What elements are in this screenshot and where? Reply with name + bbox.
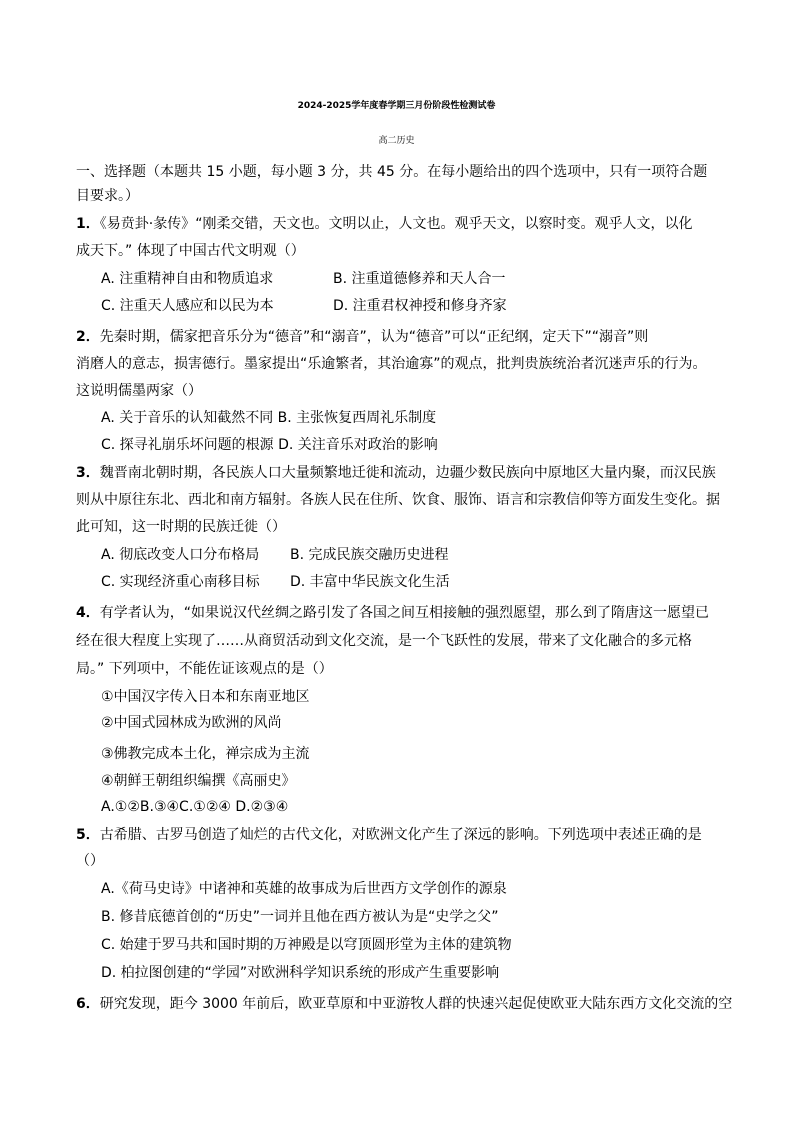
q4-item-2: ②中国式园林成为欧洲的风尚 bbox=[101, 715, 282, 731]
question-number: 5． bbox=[76, 827, 100, 843]
exam-subject: 高二历史 bbox=[378, 136, 415, 146]
q3-option-a: A. 彻底改变人口分布格局 bbox=[101, 547, 260, 563]
question-1-cont: 成天下。” 体现了中国古代文明观（） bbox=[76, 243, 305, 259]
question-3 bbox=[76, 464, 716, 482]
q5-option-c: C. 始建于罗马共和国时期的万神殿是以穹顶圆形堂为主体的建筑物 bbox=[101, 937, 512, 953]
question-text: 先秦时期，儒家把音乐分为“德音”和“溺音”，认为“德音”可以“正纪纲，定天下”“溺音”则 bbox=[99, 329, 649, 345]
question-2-cont: 消磨人的意志，损害德行。墨家提出“乐逾繁者，其治逾寡”的观点，批判贵族统治者沉迷声乐的行为。 bbox=[76, 356, 707, 372]
question-1 bbox=[76, 215, 692, 233]
q3-option-c: C. 实现经济重心南移目标 bbox=[101, 574, 260, 590]
question-text: 古希腊、古罗马创造了灿烂的古代文化，对欧洲文化产生了深远的影响。下列选项中表述正确的是 bbox=[99, 827, 702, 843]
q1-option-d: D. 注重君权神授和修身齐家 bbox=[333, 298, 507, 314]
section-heading-cont: 目要求。） bbox=[76, 188, 139, 204]
q1-option-a: A. 注重精神自由和物质追求 bbox=[101, 271, 274, 287]
question-text: 魏晋南北朝时期，各民族人口大量频繁地迁徙和流动，边疆少数民族向中原地区大量内聚，而汉民族 bbox=[99, 465, 716, 481]
question-number: 6． bbox=[76, 996, 100, 1012]
q2-options-ab: A. 关于音乐的认知截然不同 B. 主张恢复西周礼乐制度 bbox=[101, 410, 437, 426]
q4-item-3: ③佛教完成本土化，禅宗成为主流 bbox=[101, 746, 310, 762]
q5-option-b: B. 修昔底德首创的“历史”一词并且他在西方被认为是“史学之父” bbox=[101, 909, 499, 925]
q4-options: A.①②B.③④C.①②④ D.②③④ bbox=[101, 799, 289, 815]
q4-item-4: ④朝鲜王朝组织编撰《高丽史》 bbox=[101, 773, 296, 789]
question-3-cont: 则从中原往东北、西北和南方辐射。各族人民在住所、饮食、服饰、语言和宗教信仰等方面发生变化。据 bbox=[76, 492, 720, 508]
question-number: 4． bbox=[76, 605, 100, 621]
question-text: 研究发现，距今 3000 年前后，欧亚草原和中亚游牧人群的快速兴起促使欧亚大陆东西方文化交流的空 bbox=[99, 996, 733, 1012]
question-number: 2． bbox=[76, 329, 100, 345]
q4-item-1: ①中国汉字传入日本和东南亚地区 bbox=[101, 689, 310, 705]
question-4 bbox=[76, 604, 709, 622]
question-text: 有学者认为，“如果说汉代丝绸之路引发了各国之间互相接触的强烈愿望，那么到了隋唐这一愿望已 bbox=[99, 605, 710, 621]
question-6 bbox=[76, 995, 732, 1013]
q3-option-b: B. 完成民族交融历史进程 bbox=[290, 547, 449, 563]
q1-option-c: C. 注重天人感应和以民为本 bbox=[101, 298, 274, 314]
question-2-cont: 这说明儒墨两家（） bbox=[76, 383, 202, 399]
question-2 bbox=[76, 328, 648, 346]
q5-option-a: A.《荷马史诗》中诸神和英雄的故事成为后世西方文学创作的源泉 bbox=[101, 881, 507, 897]
exam-title: 2024-2025学年度春学期三月份阶段性检测试卷 bbox=[297, 101, 496, 111]
question-5-cont: （） bbox=[76, 853, 104, 869]
question-4-cont: 经在很大程度上实现了……从商贸活动到文化交流，是一个飞跃性的发展，带来了文化融合的多元格 bbox=[76, 633, 692, 649]
q3-option-d: D. 丰富中华民族文化生活 bbox=[290, 574, 450, 590]
question-number: 1． bbox=[76, 216, 100, 232]
section-heading: 一、选择题（本题共 15 小题，每小题 3 分，共 45 分。在每小题给出的四个选项中，只有一项符合题 bbox=[76, 164, 708, 180]
q2-options-cd: C. 探寻礼崩乐坏问题的根源 D. 关注音乐对政治的影响 bbox=[101, 437, 438, 453]
question-number: 3． bbox=[76, 465, 100, 481]
question-5 bbox=[76, 826, 702, 844]
q1-option-b: B. 注重道德修养和天人合一 bbox=[333, 271, 506, 287]
question-3-cont: 此可知，这一时期的民族迁徙（） bbox=[76, 519, 286, 535]
question-text: 《易贲卦·彖传》“刚柔交错，天文也。文明以止，人文也。观乎天文，以察时变。观乎人文，以化 bbox=[99, 216, 693, 232]
question-4-cont: 局。” 下列项中，不能佐证该观点的是（） bbox=[76, 661, 333, 677]
q5-option-d: D. 柏拉图创建的“学园”对欧洲科学知识系统的形成产生重要影响 bbox=[101, 965, 500, 981]
